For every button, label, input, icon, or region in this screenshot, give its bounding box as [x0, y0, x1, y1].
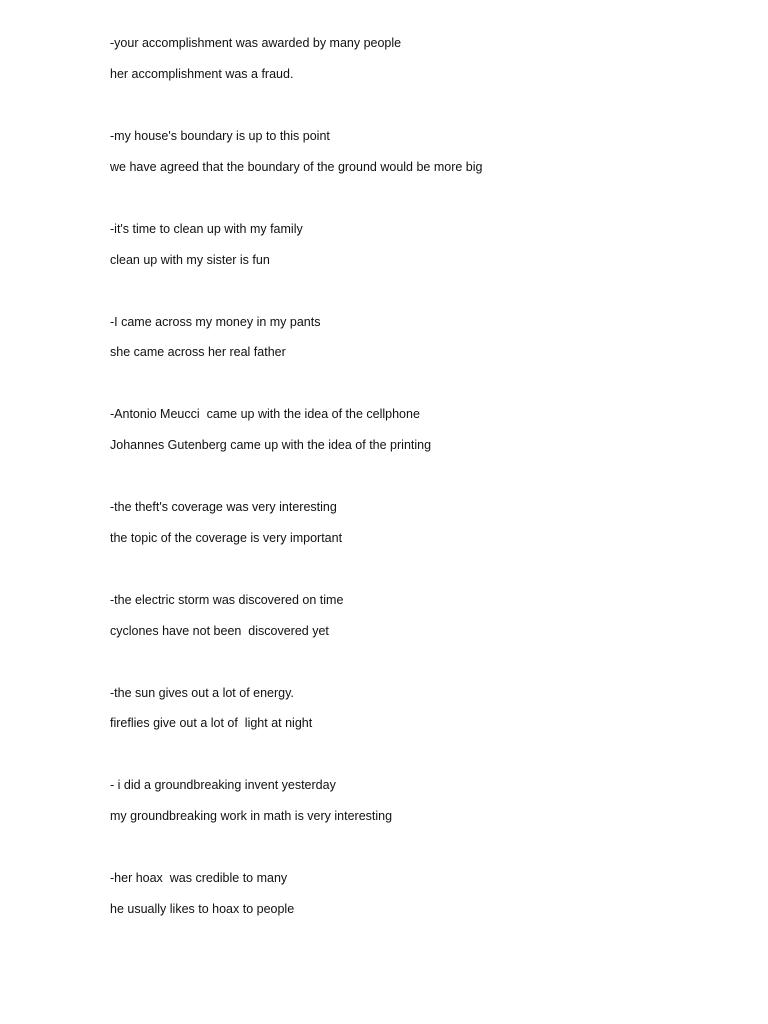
sentence-7b: cyclones have not been discovered yet	[110, 624, 329, 638]
sentence-10b: he usually likes to hoax to people	[110, 902, 295, 916]
sentence-8b: fireflies give out a lot of light at night	[110, 716, 313, 730]
sentence-7a: -the electric storm was discovered on time	[110, 593, 344, 607]
sentence-5a: -Antonio Meucci came up with the idea of the cellphone	[110, 407, 420, 421]
sentence-4b: she came across her real father	[110, 345, 286, 359]
sentence-6b: the topic of the coverage is very important	[110, 531, 343, 545]
sentence-2b: we have agreed that the boundary of the ground would be more big	[110, 160, 483, 174]
sentence-9b: my groundbreaking work in math is very interesting	[110, 809, 393, 823]
sentence-1a: -your accomplishment was awarded by many people	[110, 36, 402, 50]
sentence-5b: Johannes Gutenberg came up with the idea of the printing	[110, 438, 432, 452]
sentence-9a: - i did a groundbreaking invent yesterday	[110, 778, 336, 792]
sentence-4a: -I came across my money in my pants	[110, 315, 321, 329]
sentence-3b: clean up with my sister is fun	[110, 253, 270, 267]
sentence-8a: -the sun gives out a lot of energy.	[110, 686, 294, 700]
sentence-1b: her accomplishment was a fraud.	[110, 67, 294, 81]
sentence-3a: -it's time to clean up with my family	[110, 222, 303, 236]
sentence-2a: -my house's boundary is up to this point	[110, 129, 330, 143]
sentence-10a: -her hoax was credible to many	[110, 871, 288, 885]
sentence-6a: -the theft's coverage was very interesting	[110, 500, 337, 514]
